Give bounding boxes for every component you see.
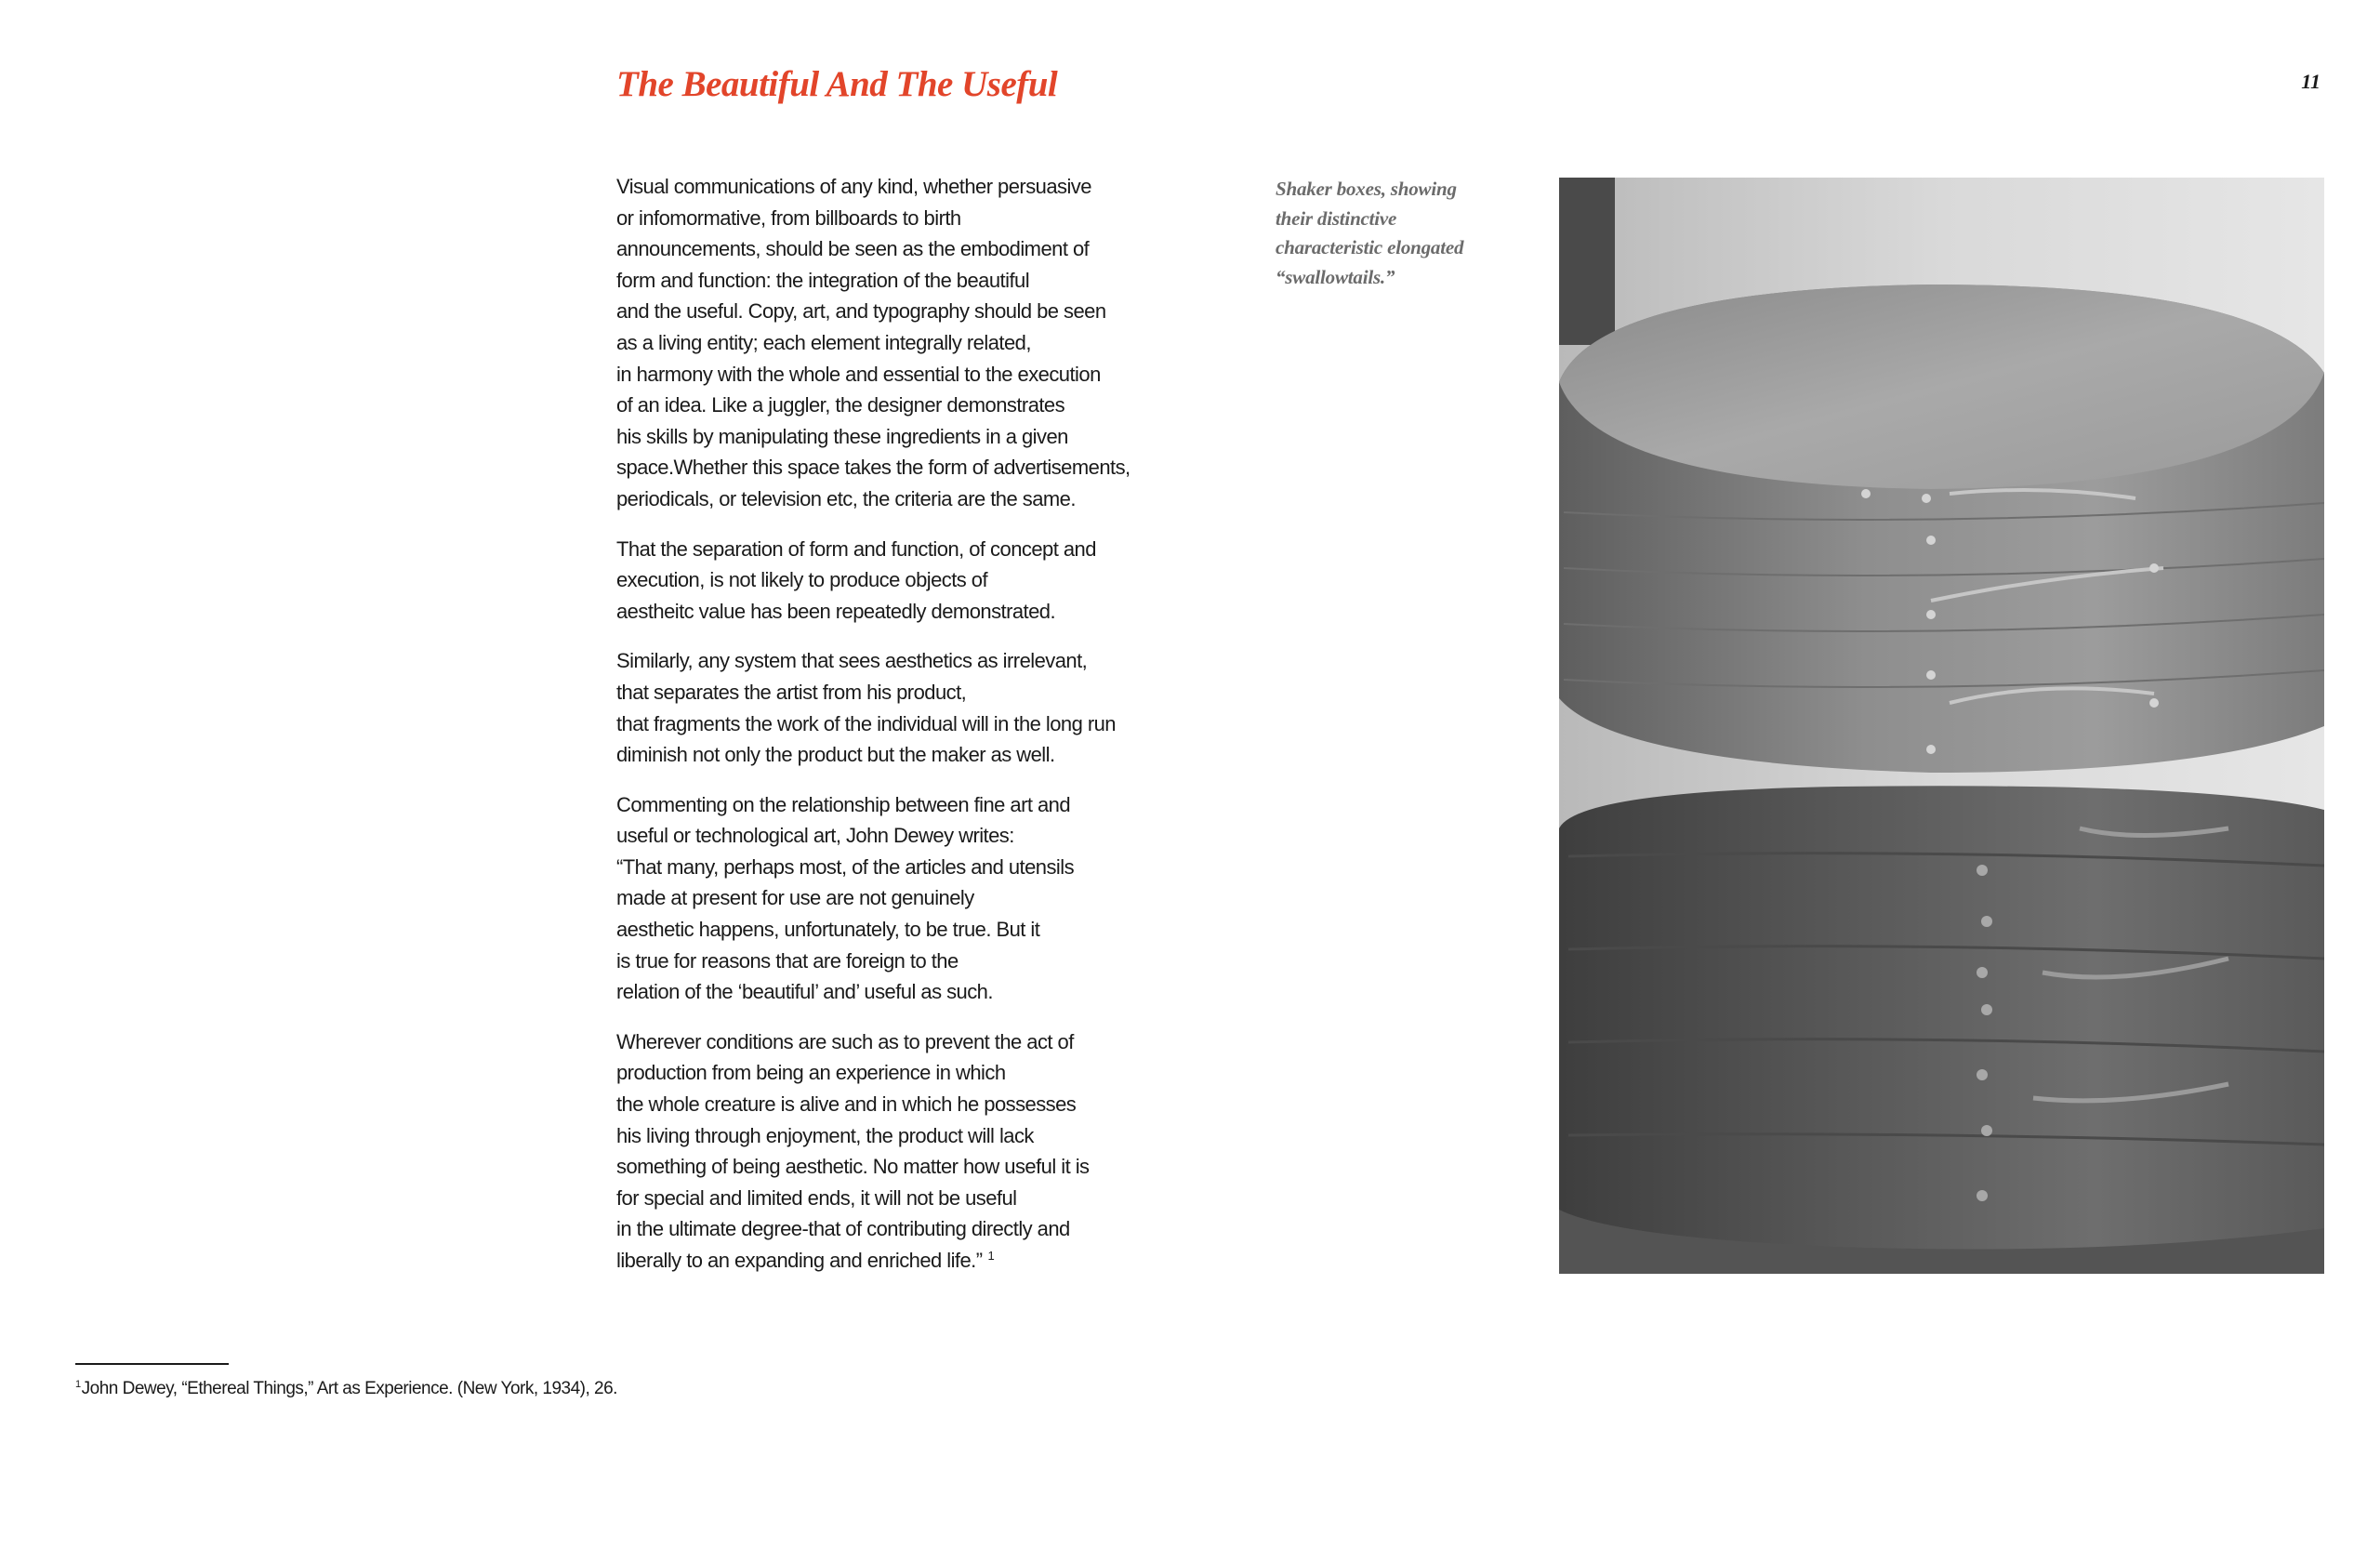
caption-line: “swallowtails.”: [1276, 265, 1395, 288]
text-line-content: liberally to an expanding and enriched life.”: [616, 1249, 983, 1272]
text-line: Visual communications of any kind, whether persuasive: [616, 175, 1091, 198]
text-line: that fragments the work of the individual will in the long run: [616, 711, 1116, 735]
text-line: diminish not only the product but the maker as well.: [616, 743, 1055, 767]
text-line: that separates the artist from his product,: [616, 680, 967, 704]
text-line: announcements, should be seen as the embodiment of: [616, 237, 1090, 261]
text-line: of an idea. Like a juggler, the designer demonstrates: [616, 393, 1065, 417]
page-number: 11: [2301, 70, 2320, 93]
text-line: in the ultimate degree-that of contributing directly and: [616, 1217, 1070, 1241]
text-line: Wherever conditions are such as to prevent the act of: [616, 1029, 1074, 1053]
text-line: something of being aesthetic. No matter how useful it is: [616, 1155, 1090, 1179]
paragraph-3: [616, 645, 1174, 770]
text-line: as a living entity; each element integrally related,: [616, 330, 1031, 354]
text-line: form and function: the integration of the beautiful: [616, 268, 1030, 292]
text-line: That the separation of form and function, of concept and: [616, 536, 1096, 561]
text-line: Commenting on the relationship between fine art and: [616, 792, 1071, 816]
caption-line: Shaker boxes, showing: [1276, 178, 1457, 200]
paragraph-1: [616, 171, 1174, 515]
text-line: his skills by manipulating these ingredients in a given: [616, 424, 1068, 448]
text-line-last: [616, 1245, 1174, 1277]
footnote-divider: [75, 1363, 229, 1365]
text-line: made at present for use are not genuinely: [616, 886, 974, 910]
page-title: The Beautiful And The Useful: [616, 64, 1058, 104]
footnote: [75, 1376, 617, 1402]
text-line: space.Whether this space takes the form of advertisements,: [616, 456, 1130, 480]
text-line: relation of the ‘beautiful’ and’ useful as such.: [616, 980, 993, 1004]
footnote-number: 1: [75, 1378, 81, 1390]
text-line: his living through enjoyment, the product will lack: [616, 1123, 1034, 1147]
photo-caption: [1276, 175, 1536, 292]
text-line: or infomormative, from billboards to birth: [616, 205, 961, 230]
text-line: execution, is not likely to produce objects of: [616, 568, 988, 592]
text-line: aestheitc value has been repeatedly demonstrated.: [616, 599, 1056, 623]
paragraph-4: [616, 789, 1174, 1008]
text-line: in harmony with the whole and essential to the execution: [616, 362, 1101, 386]
caption-line: their distinctive: [1276, 206, 1397, 230]
shaker-boxes-photo: [1559, 178, 2324, 1274]
text-line: useful or technological art, John Dewey writes:: [616, 824, 1014, 848]
paragraph-5: [616, 1026, 1174, 1277]
text-line: and the useful. Copy, art, and typography should be seen: [616, 299, 1106, 324]
footnote-text: John Dewey, “Ethereal Things,” Art as Experience. (New York, 1934), 26.: [81, 1379, 617, 1398]
text-line: is true for reasons that are foreign to the: [616, 948, 959, 973]
text-line: aesthetic happens, unfortunately, to be true. But it: [616, 918, 1040, 942]
text-line: Similarly, any system that sees aesthetics as irrelevant,: [616, 649, 1088, 673]
paragraph-2: [616, 534, 1174, 628]
text-line: the whole creature is alive and in which he possesses: [616, 1092, 1077, 1117]
text-line: production from being an experience in which: [616, 1061, 1006, 1085]
caption-line: characteristic elongated: [1276, 236, 1464, 258]
body-text: [616, 171, 1174, 1295]
text-line: for special and limited ends, it will not be useful: [616, 1185, 1017, 1210]
footnote-marker[interactable]: 1: [987, 1248, 995, 1263]
text-line: periodicals, or television etc, the criteria are the same.: [616, 486, 1076, 510]
text-line: “That many, perhaps most, of the articles and utensils: [616, 854, 1075, 879]
